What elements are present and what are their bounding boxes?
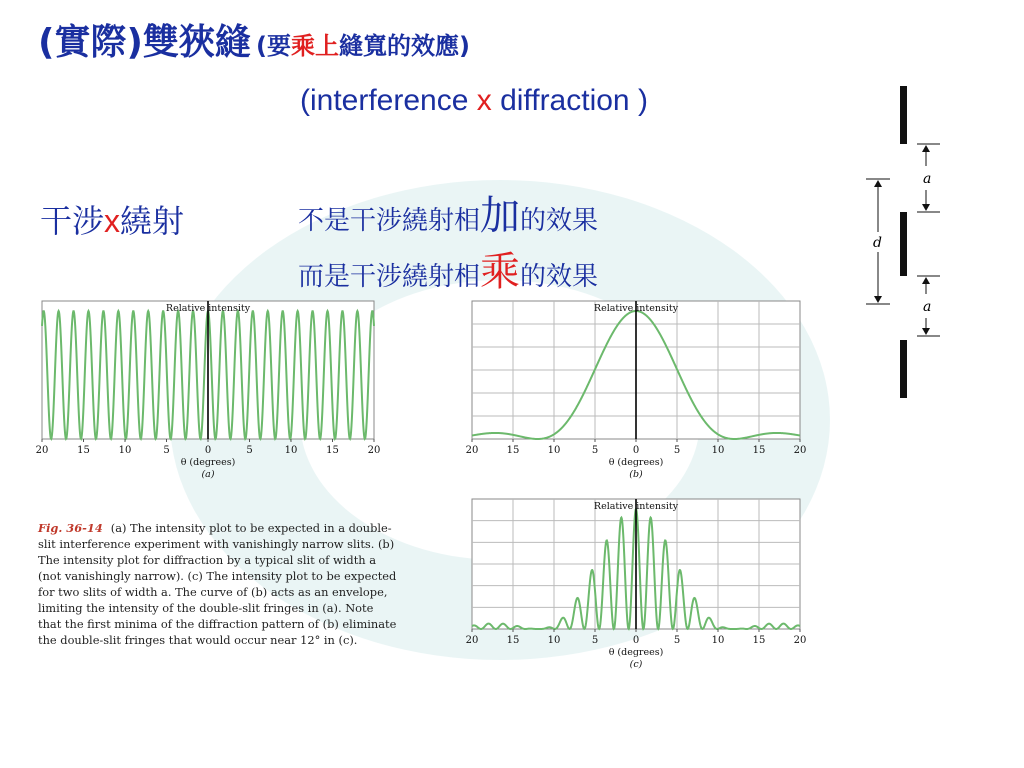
line1-emph: 加 (480, 193, 521, 239)
slide-subtitle (300, 84, 648, 118)
x-tick-label: 15 (506, 635, 520, 646)
chart-title: Relative intensity (165, 303, 251, 314)
left-label (40, 196, 184, 242)
x-tick-label: 20 (36, 445, 49, 456)
figure-caption (38, 520, 398, 648)
x-tick-label: 15 (77, 445, 90, 456)
chart-c (458, 494, 810, 678)
subtitle-pre: (interference (300, 84, 477, 117)
title-sub-post: 縫寬的效應 (338, 32, 459, 60)
title-main: (實際)雙狹縫 (38, 22, 251, 63)
slit-label-d: d (873, 235, 882, 251)
chart-sublabel: (c) (629, 659, 643, 670)
x-tick-label: 10 (284, 445, 298, 456)
x-tick-label: 5 (591, 635, 599, 646)
x-tick-label: 5 (673, 445, 681, 456)
x-tick-label: 20 (793, 635, 807, 646)
x-tick-label: 10 (547, 635, 561, 646)
x-tick-label: 10 (547, 445, 561, 456)
caption-label: Fig. 36-14 (38, 521, 103, 535)
x-tick-label: 0 (632, 445, 640, 456)
slide-title (38, 14, 470, 65)
left-label-pre: 干涉 (40, 202, 105, 240)
x-tick-label: 20 (367, 445, 381, 456)
slit-label-a-top: a (923, 171, 932, 187)
x-tick-label: 15 (752, 635, 766, 646)
x-tick-label: 20 (465, 445, 479, 456)
chart-b (458, 296, 810, 480)
x-tick-label: 15 (752, 445, 766, 456)
line2-post: 的效果 (520, 262, 599, 292)
caption-text: (a) The intensity plot to be expected in a double-slit interference experiment with vanishingly narrow slits. (b) The intensity plot for diffraction by a typical slit of width a (not vanishingly narrow). (c) The intensity plot to be expected for two slits of width a. The curve of (b) acts as an envelope, limiting the intensity of the double-slit fringes in (a). Note that the first minima of the diffraction pattern of (b) eliminate the double-slit fringes that would occur near 12° in (c). (38, 521, 397, 647)
x-axis-label: θ (degrees) (608, 647, 664, 658)
chart-a (36, 296, 388, 480)
x-tick-label: 20 (465, 635, 479, 646)
chart-title: Relative intensity (593, 303, 679, 314)
x-tick-label: 10 (711, 445, 725, 456)
x-tick-label: 10 (711, 635, 725, 646)
line1-post: 的效果 (520, 206, 599, 236)
x-tick-label: 5 (673, 635, 681, 646)
chart-sublabel: (b) (629, 469, 643, 480)
line2-emph: 乘 (480, 249, 521, 295)
chart-title: Relative intensity (593, 501, 679, 512)
left-label-x: x (104, 203, 121, 239)
x-tick-label: 5 (591, 445, 599, 456)
title-sub-red: 乘上 (290, 32, 339, 60)
x-tick-label: 0 (204, 445, 212, 456)
title-sub-pre: 要 (266, 32, 291, 60)
chart-sublabel: (a) (201, 469, 215, 480)
line2-pre: 而是干涉繞射相 (298, 262, 481, 292)
left-label-post: 繞射 (120, 202, 185, 240)
x-tick-label: 0 (632, 635, 640, 646)
x-tick-label: 5 (246, 445, 253, 456)
x-tick-label: 15 (506, 445, 520, 456)
title-paren-open: ( (256, 32, 267, 60)
x-tick-label: 5 (163, 445, 170, 456)
title-paren-close: ) (458, 32, 470, 60)
subtitle-x: x (476, 84, 492, 117)
line1-pre: 不是干涉繞射相 (298, 206, 481, 236)
x-tick-label: 10 (118, 445, 132, 456)
x-tick-label: 15 (326, 445, 339, 456)
x-axis-label: θ (degrees) (608, 457, 664, 468)
slit-label-a-bottom: a (923, 299, 932, 315)
x-tick-label: 20 (793, 445, 807, 456)
double-slit-diagram (862, 82, 952, 402)
explanation-line-2 (298, 240, 598, 297)
x-axis-label: θ (degrees) (180, 457, 236, 468)
explanation-line-1 (298, 184, 598, 241)
subtitle-post: diffraction ) (491, 84, 648, 117)
